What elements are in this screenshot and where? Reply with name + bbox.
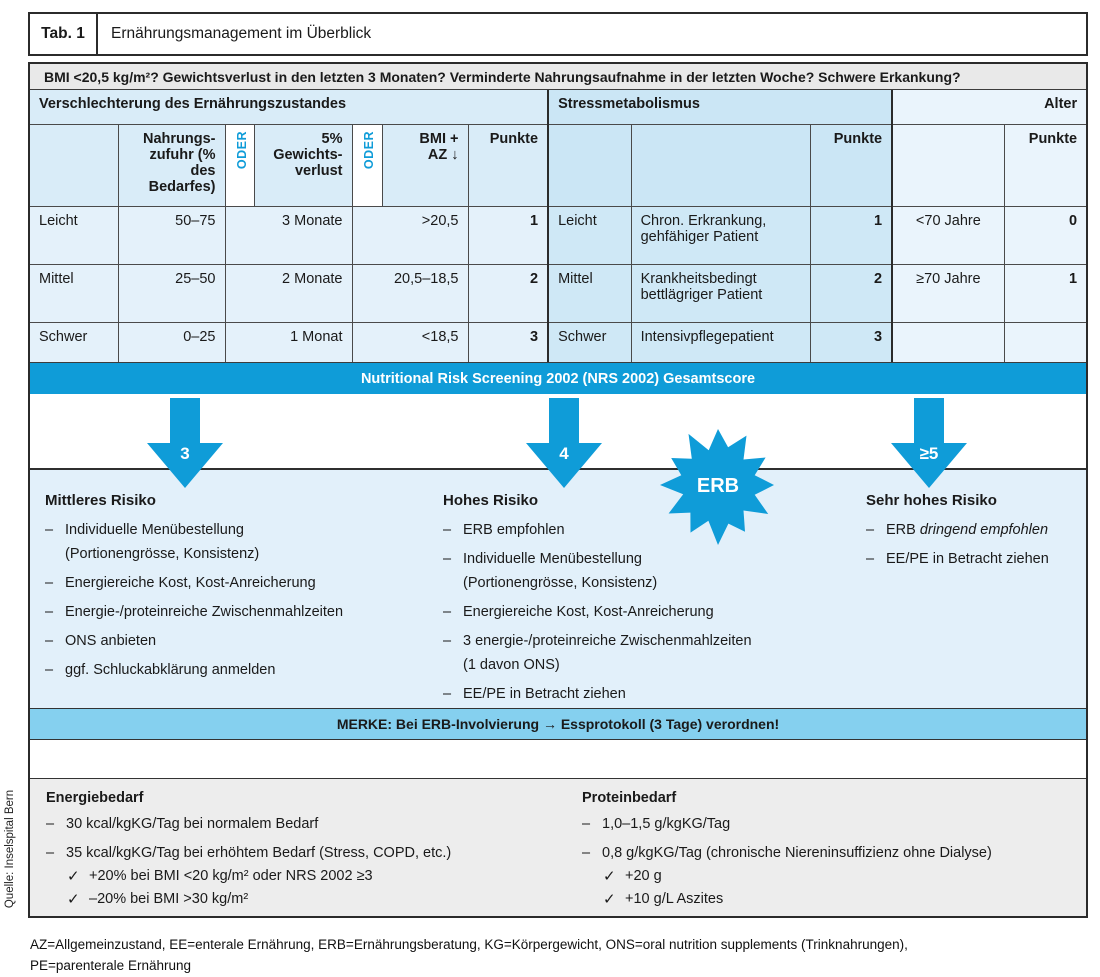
oder-vertical-label: ODER — [234, 130, 249, 169]
check-icon: ✓ — [603, 891, 616, 908]
risk-column-medium — [45, 492, 427, 682]
list-item — [46, 841, 582, 865]
sub-item-text: +20 g — [625, 868, 662, 884]
starburst-icon — [658, 425, 778, 545]
list-item-text: 30 kcal/kgKG/Tag bei normalem Bedarf — [66, 816, 319, 832]
risk-item-list — [443, 518, 853, 706]
oder-vertical-label: ODER — [361, 130, 376, 169]
arrow-score-label: 3 — [180, 444, 190, 463]
dash-bullet: – — [866, 522, 875, 538]
sub-item — [603, 888, 1070, 911]
age-range-cell: ≥70 Jahre — [892, 264, 1004, 322]
down-arrow-icon — [891, 398, 967, 488]
risk-title: Sehr hohes Risiko — [866, 492, 997, 509]
sub-item — [67, 888, 582, 911]
list-item-text: ERB empfohlen — [463, 522, 565, 538]
group-stress: Stressmetabolismus — [548, 90, 892, 124]
down-arrow-shape — [526, 398, 602, 488]
bmi-cell: 20,5–18,5 — [352, 264, 468, 322]
list-item-text: Energie-/proteinreiche Zwischenmahlzeiten — [65, 604, 344, 620]
down-arrow-shape — [891, 398, 967, 488]
header-bmi: BMI + AZ ↓ — [382, 124, 468, 206]
dash-bullet: – — [45, 633, 54, 649]
empty-cell — [30, 124, 118, 206]
column-header-row — [30, 124, 1086, 206]
check-icon: ✓ — [67, 868, 80, 885]
group-nutrition: Verschlechterung des Ernährungszustandes — [30, 90, 548, 124]
stress-description-cell: Krankheitsbedingt bettlägriger Patient — [631, 264, 810, 322]
list-item — [443, 547, 853, 595]
footnote-line: PE=parenterale Ernährung — [30, 958, 191, 973]
requirements-title: Energiebedarf — [46, 790, 144, 806]
weight-loss-cell: 3 Monate — [225, 206, 352, 264]
footnote-line: AZ=Allgemeinzustand, EE=enterale Ernährung, ERB=Ernährungsberatung, KG=Körpergewicht, ONS=oral nutrition supplements (Trinknahrungen), — [30, 937, 908, 952]
dash-bullet: – — [46, 816, 55, 832]
dash-bullet: – — [443, 522, 452, 538]
severity-cell: Leicht — [548, 206, 631, 264]
severity-cell: Schwer — [548, 322, 631, 362]
figure — [28, 12, 1088, 918]
list-item — [45, 518, 427, 566]
age-range-cell: <70 Jahre — [892, 206, 1004, 264]
header-intake: Nahrungs- zufuhr (% des Bedarfes) — [118, 124, 225, 206]
group-age: Alter — [892, 90, 1086, 124]
source-credit: Quelle: Inselspital Bern — [4, 789, 16, 909]
empty-cell — [892, 322, 1004, 362]
list-item-text: 3 energie-/proteinreiche Zwischenmahlzeiten (1 davon ONS) — [463, 633, 752, 673]
list-item-text: EE/PE in Betracht ziehen — [463, 686, 626, 702]
list-item — [443, 518, 853, 542]
erb-badge — [658, 425, 778, 545]
dash-bullet: – — [443, 604, 452, 620]
severity-cell: Leicht — [30, 206, 118, 264]
table-row — [30, 322, 1086, 362]
points-cell: 0 — [1004, 206, 1086, 264]
risk-column-very-high — [866, 492, 1082, 571]
list-item-text: 0,8 g/kgKG/Tag (chronische Niereninsuffizienz ohne Dialyse) — [602, 845, 992, 861]
sub-item — [603, 865, 1070, 888]
dash-bullet: – — [45, 522, 54, 538]
list-item — [866, 547, 1082, 571]
list-item — [866, 518, 1082, 542]
sub-item — [67, 865, 582, 888]
score-arrow-3 — [147, 398, 223, 488]
risk-item-list — [45, 518, 427, 682]
down-arrow-icon — [147, 398, 223, 488]
group-header-row — [30, 90, 1086, 124]
bmi-cell: <18,5 — [352, 322, 468, 362]
list-item — [443, 629, 853, 677]
spacer — [30, 740, 1086, 778]
list-item — [45, 658, 427, 682]
points-cell: 3 — [468, 322, 548, 362]
list-item-text: ERB dringend empfohlen — [886, 522, 1049, 538]
screening-question-banner: BMI <20,5 kg/m²? Gewichtsverlust in den letzten 3 Monaten? Verminderte Nahrungsaufnahme in der letzten Woche? Schwere Erkankung? — [30, 64, 1086, 90]
requirements-panel — [30, 778, 1086, 916]
dash-bullet: – — [46, 845, 55, 861]
list-item-text: ONS anbieten — [65, 633, 157, 649]
down-arrow-icon — [526, 398, 602, 488]
check-icon: ✓ — [603, 868, 616, 885]
list-item-text: 1,0–1,5 g/kgKG/Tag — [602, 816, 731, 832]
list-item — [443, 600, 853, 624]
risk-title: Mittleres Risiko — [45, 492, 156, 509]
header-points: Punkte — [1004, 124, 1086, 206]
table-caption — [28, 12, 1088, 56]
dash-bullet: – — [582, 845, 591, 861]
points-cell: 2 — [468, 264, 548, 322]
requirements-title: Proteinbedarf — [582, 790, 677, 806]
dash-bullet: – — [45, 575, 54, 591]
score-arrow-zone — [30, 394, 1086, 497]
score-arrow-5plus — [891, 398, 967, 488]
list-item-text: Individuelle Menübestellung (Portionengrösse, Konsistenz) — [65, 522, 260, 562]
list-item — [45, 571, 427, 595]
check-icon: ✓ — [67, 891, 80, 908]
erb-badge-label: ERB — [696, 475, 740, 497]
points-cell: 3 — [810, 322, 892, 362]
weight-loss-cell: 1 Monat — [225, 322, 352, 362]
score-arrow-4 — [526, 398, 602, 488]
dash-bullet: – — [45, 662, 54, 678]
dash-bullet: – — [443, 633, 452, 649]
intake-cell: 0–25 — [118, 322, 225, 362]
header-points: Punkte — [468, 124, 548, 206]
abbreviations-footnote — [30, 934, 1080, 976]
intake-cell: 25–50 — [118, 264, 225, 322]
header-points: Punkte — [810, 124, 892, 206]
risk-recommendations-zone — [30, 468, 1086, 708]
list-item — [443, 682, 853, 706]
sub-item-text: +20% bei BMI <20 kg/m² oder NRS 2002 ≥3 — [89, 868, 373, 884]
table-row — [30, 264, 1086, 322]
energy-requirements — [46, 790, 582, 916]
severity-cell: Schwer — [30, 322, 118, 362]
list-item-text: Energiereiche Kost, Kost-Anreicherung — [463, 604, 714, 620]
table-number: Tab. 1 — [30, 14, 98, 54]
weight-loss-cell: 2 Monate — [225, 264, 352, 322]
list-item-text: Energiereiche Kost, Kost-Anreicherung — [65, 575, 316, 591]
intake-cell: 50–75 — [118, 206, 225, 264]
list-item — [45, 600, 427, 624]
bmi-cell: >20,5 — [352, 206, 468, 264]
list-item — [45, 629, 427, 653]
points-cell: 1 — [1004, 264, 1086, 322]
empty-cell — [548, 124, 631, 206]
down-arrow-shape — [147, 398, 223, 488]
risk-title: Hohes Risiko — [443, 492, 539, 509]
severity-cell: Mittel — [30, 264, 118, 322]
dash-bullet: – — [866, 551, 875, 567]
protein-requirements — [582, 790, 1070, 916]
merke-note-bar: MERKE: Bei ERB-Involvierung → Essprotokoll (3 Tage) verordnen! — [30, 708, 1086, 740]
list-item — [582, 841, 1070, 865]
points-cell: 1 — [810, 206, 892, 264]
dash-bullet: – — [443, 551, 452, 567]
arrow-score-label: ≥5 — [919, 444, 939, 463]
stress-description-cell: Chron. Erkrankung, gehfähiger Patient — [631, 206, 810, 264]
sub-item-text: +10 g/L Aszites — [625, 891, 724, 907]
oder-cell — [352, 124, 382, 206]
list-item — [46, 812, 582, 836]
list-item-text: EE/PE in Betracht ziehen — [886, 551, 1049, 567]
dash-bullet: – — [45, 604, 54, 620]
points-cell: 2 — [810, 264, 892, 322]
table-row — [30, 206, 1086, 264]
list-item-text: ggf. Schluckabklärung anmelden — [65, 662, 276, 678]
main-panel — [28, 62, 1088, 918]
list-item-text: 35 kcal/kgKG/Tag bei erhöhtem Bedarf (Stress, COPD, etc.) — [66, 845, 452, 861]
nrs-total-score-bar: Nutritional Risk Screening 2002 (NRS 2002) Gesamtscore — [30, 362, 1086, 394]
table-title: Ernährungsmanagement im Überblick — [111, 25, 372, 42]
risk-item-list — [866, 518, 1082, 571]
dash-bullet: – — [582, 816, 591, 832]
empty-cell — [892, 124, 1004, 206]
header-weight-loss: 5% Gewichts- verlust — [254, 124, 352, 206]
severity-cell: Mittel — [548, 264, 631, 322]
requirements-list — [582, 812, 1070, 911]
risk-column-high — [443, 492, 853, 706]
list-item — [582, 812, 1070, 836]
list-item-text: Individuelle Menübestellung (Portionengrösse, Konsistenz) — [463, 551, 658, 591]
empty-cell — [631, 124, 810, 206]
dash-bullet: – — [443, 686, 452, 702]
arrow-score-label: 4 — [559, 444, 569, 463]
empty-cell — [1004, 322, 1086, 362]
requirements-list — [46, 812, 582, 911]
sub-item-text: –20% bei BMI >30 kg/m² — [89, 891, 249, 907]
oder-cell — [225, 124, 254, 206]
nrs-score-table — [30, 90, 1086, 362]
stress-description-cell: Intensivpflegepatient — [631, 322, 810, 362]
points-cell: 1 — [468, 206, 548, 264]
